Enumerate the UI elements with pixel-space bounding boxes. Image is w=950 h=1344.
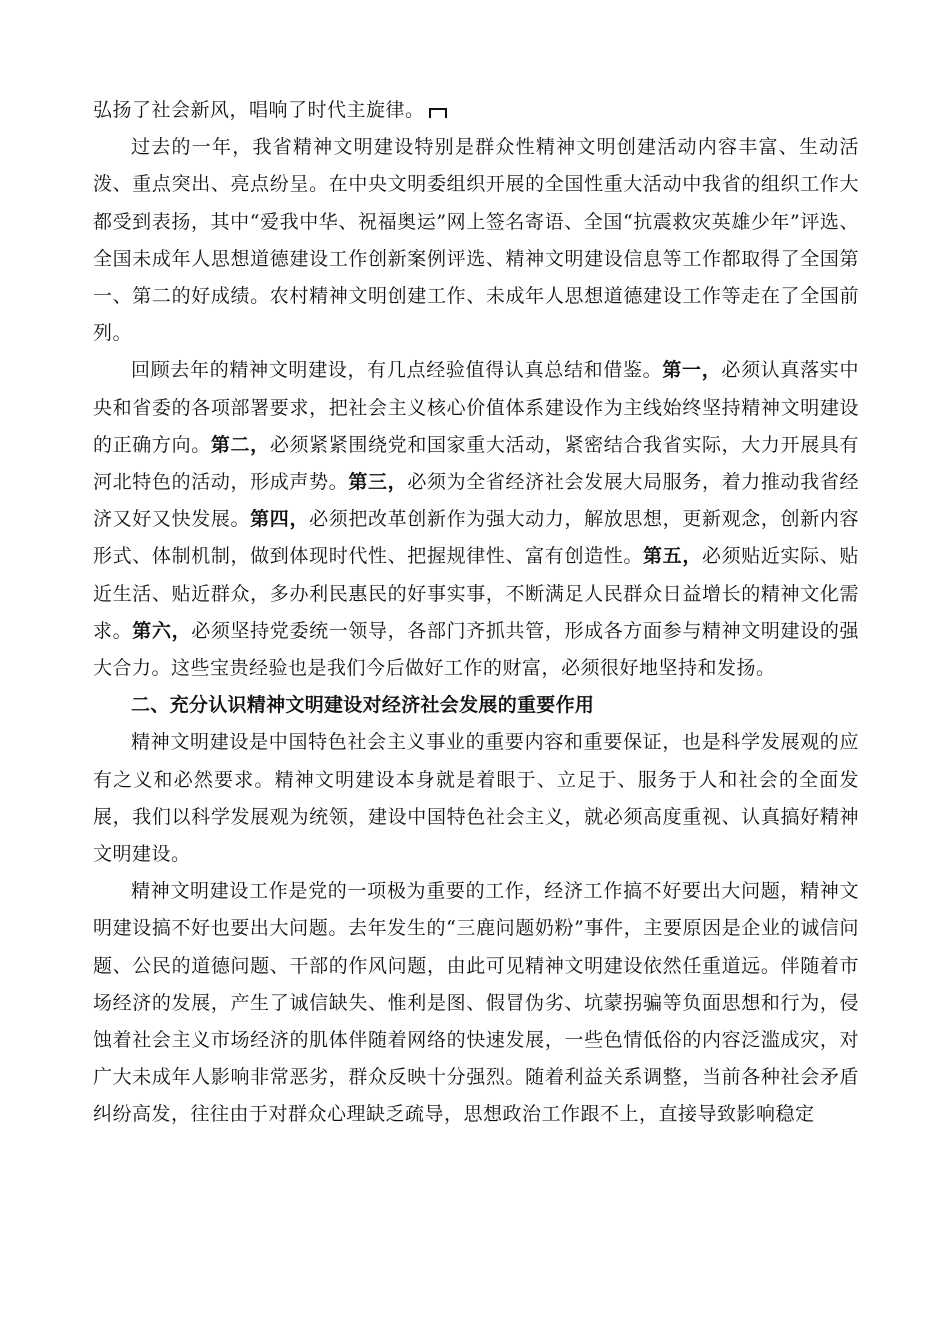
point-label-6: 第六， (132, 619, 192, 642)
document-page (93, 92, 859, 1134)
point-label-3: 第三， (348, 471, 408, 494)
point-label-4: 第四， (250, 508, 310, 531)
paragraph-continuation (93, 92, 859, 129)
paragraph-experience (93, 352, 859, 687)
point-text-5: 必须贴近实际、贴近生活、贴近群众，多办利民惠民的好事实事，不断满足人民群众日益增长的精神文化需求。 (93, 545, 859, 642)
point-text-2: 必须紧紧围绕党和国家重大活动，紧密结合我省实际，大力开展具有河北特色的活动，形成声势。 (93, 433, 859, 494)
experience-intro: 回顾去年的精神文明建设，有几点经验值得认真总结和借鉴。 (131, 359, 663, 382)
paragraph-last-year-review: 过去的一年，我省精神文明建设特别是群众性精神文明创建活动内容丰富、生动活泼、重点突出、亮点纷呈。在中央文明委组织开展的全国性重大活动中我省的组织工作大都受到表扬，其中“爱我中华、祝福奥运”网上签名寄语、全国“抗震救灾英雄少年”评选、全国未成年人思想道德建设工作创新案例评选、精神文明建设信息等工作都取得了全国第一、第二的好成绩。农村精神文明创建工作、未成年人思想道德建设工作等走在了全国前列。 (93, 136, 859, 345)
point-text-4: 必须把改革创新作为强大动力，解放思想，更新观念，创新内容形式、体制机制，做到体现时代性、把握规律性、富有创造性。 (93, 508, 859, 568)
point-label-5: 第五， (643, 545, 702, 568)
point-label-1: 第一， (662, 359, 722, 382)
point-label-2: 第二， (210, 433, 270, 456)
point-text-6: 必须坚持党委统一领导，各部门齐抓共管，形成各方面参与精神文明建设的强大合力。这些宝贵经验也是我们今后做好工作的财富，必须很好地坚持和发扬。 (93, 619, 859, 680)
bracket-mark-icon (429, 108, 447, 118)
section-heading-2: 二、充分认识精神文明建设对经济社会发展的重要作用 (131, 694, 595, 717)
paragraph-problems: 精神文明建设工作是党的一项极为重要的工作，经济工作搞不好要出大问题，精神文明建设搞不好也要出大问题。去年发生的“三鹿问题奶粉”事件，主要原因是企业的诚信问题、公民的道德问题、干部的作风问题，由此可见精神文明建设依然任重道远。伴随着市场经济的发展，产生了诚信缺失、惟利是图、假冒伪劣、坑蒙拐骗等负面思想和行为，侵蚀着社会主义市场经济的肌体伴随着网络的快速发展，一些色情低俗的内容泛滥成灾，对广大未成年人影响非常恶劣，群众反映十分强烈。随着利益关系调整，当前各种社会矛盾纠纷高发，往往由于对群众心理缺乏疏导，思想政治工作跟不上，直接导致影响稳定 (93, 880, 859, 1126)
point-text-3: 必须为全省经济社会发展大局服务，着力推动我省经济又好又快发展。 (93, 471, 859, 531)
paragraph-text: 弘扬了社会新风，唱响了时代主旋律。 (93, 99, 425, 121)
paragraph-importance: 精神文明建设是中国特色社会主义事业的重要内容和重要保证，也是科学发展观的应有之义和必然要求。精神文明建设本身就是着眼于、立足于、服务于人和社会的全面发展，我们以科学发展观为统领，建设中国特色社会主义，就必须高度重视、认真搞好精神文明建设。 (93, 731, 859, 866)
point-text-1: 必须认真落实中央和省委的各项部署要求，把社会主义核心价值体系建设作为主线始终坚持精神文明建设的正确方向。 (93, 359, 859, 456)
